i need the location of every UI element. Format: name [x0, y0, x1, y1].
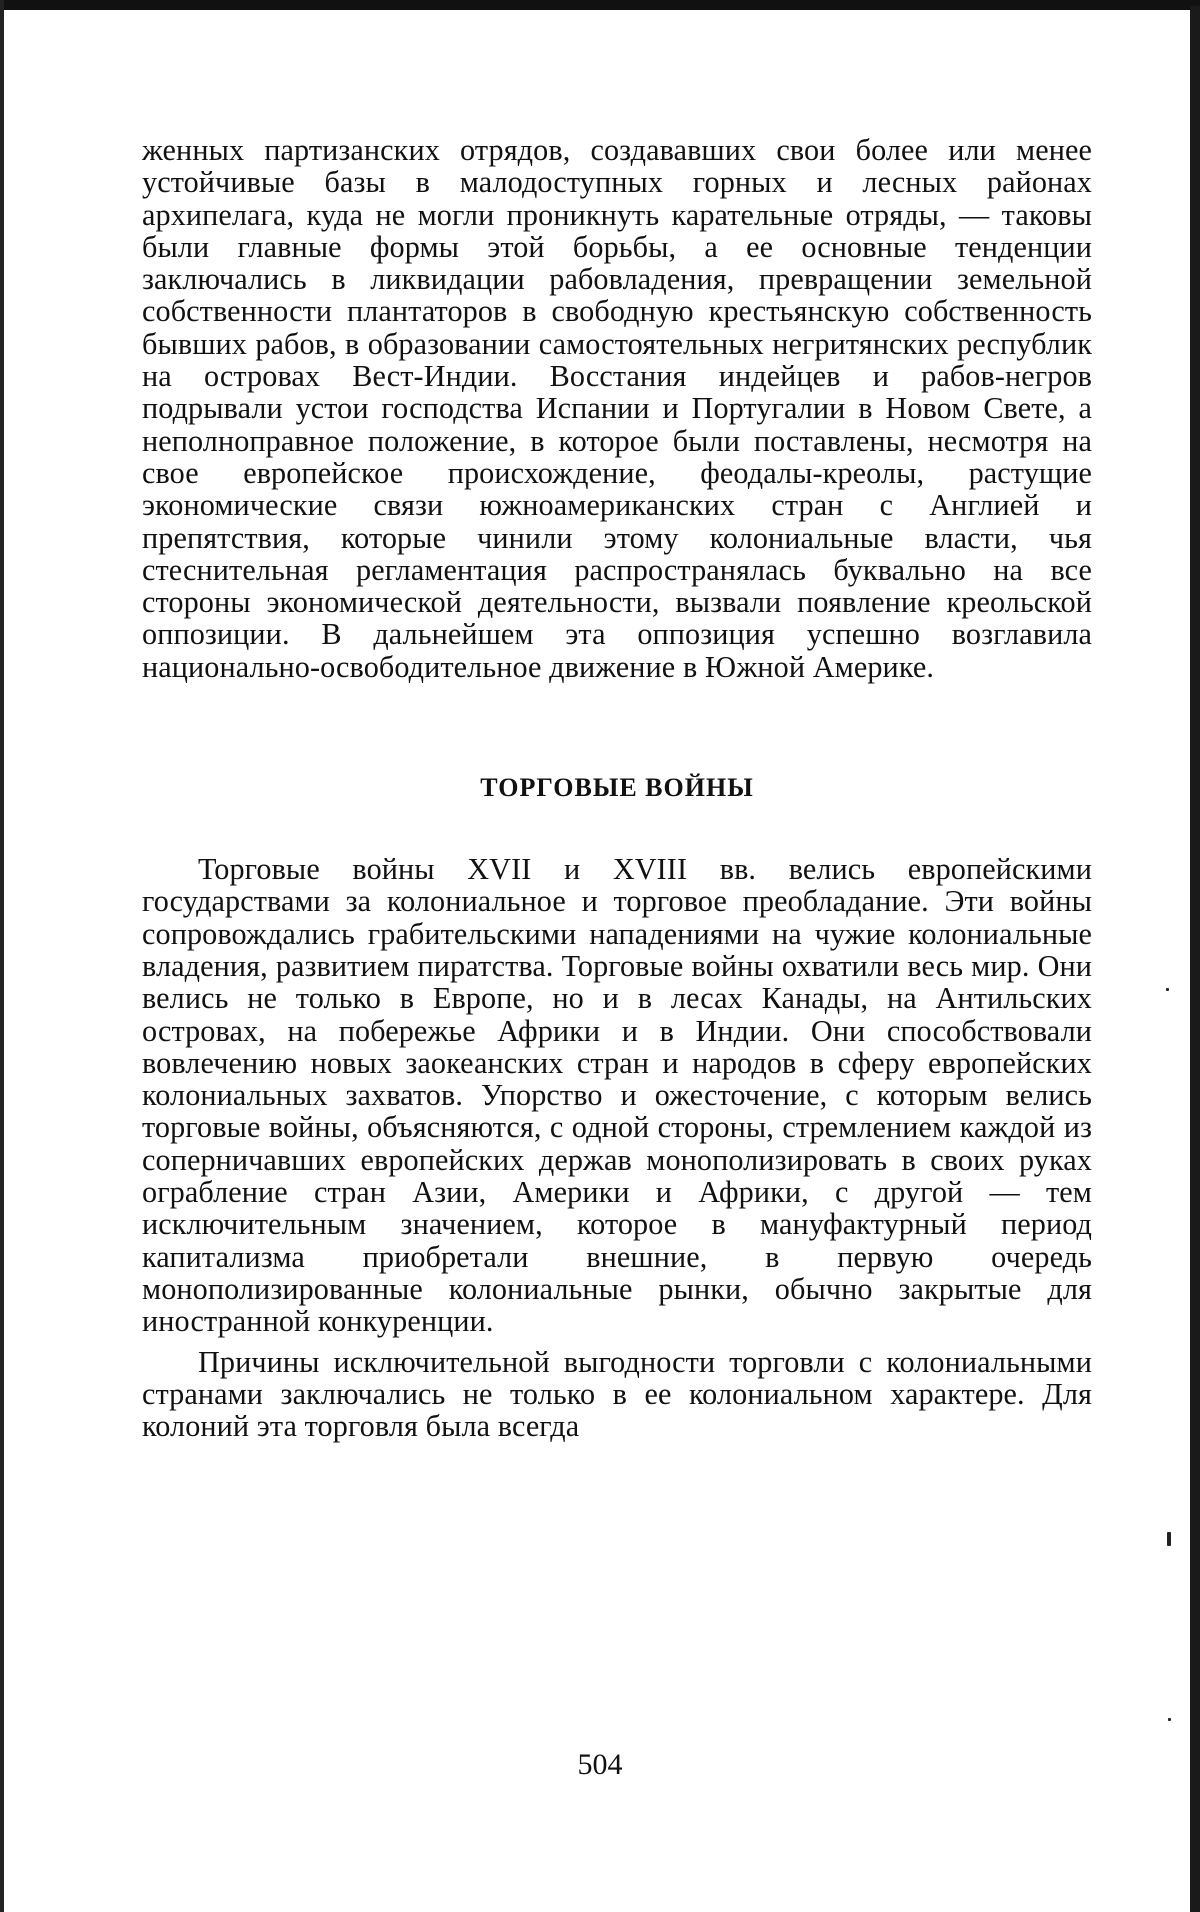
- section-paragraph-1: Торговые войны XVII и XVIII вв. велись европейскими государствами за колониальное и торговое преобладание. Эти войны сопровождались грабительскими нападениями на чужие колониальные владения, развитием пиратства. Торговые войны охватили весь мир. Они велись не только в Европе, но и в лесах Канады, на Антильских островах, на побережье Африки и в Индии. Они способствовали вовлечению новых заокеанских стран и народов в сферу европейских колониальных захватов. Упорство и ожесточение, с которым велись торговые войны, объясняются, с одной стороны, стремлением каждой из соперничавших европейских держав монополизировать в своих руках ограбление стран Азии, Америки и Африки, с другой — тем исключительным значением, которое в мануфактурный период капитализма приобретали внешние, в первую очередь монополизированные колониальные рынки, обычно закрытые для иностранной конкуренции.: [142, 853, 1092, 1337]
- scan-border-right: [1190, 6, 1200, 1912]
- top-paragraph: женных партизанских отрядов, создававших свои более или менее устойчивые базы в малодоступных горных и лесных районах архипелага, куда не могли проникнуть карательные отряды, — таковы были главные формы этой борьбы, а ее основные тенденции заключались в ликвидации рабовладения, превращении земельной собственности плантаторов в свободную крестьянскую собственность бывших рабов, в образовании самостоятельных негритянских республик на островах Вест-Индии. Восстания индейцев и рабов-негров подрывали устои господства Испании и Португалии в Новом Свете, а неполноправное положение, в которое были поставлены, несмотря на свое европейское происхождение, феодалы-креолы, растущие экономические связи южноамериканских стран с Англией и препятствия, которые чинили этому колониальные власти, чья стеснительная регламентация распространялась буквально на все стороны экономической деятельности, вызвали появление креольской оппозиции. В дальнейшем эта оппозиция успешно возглавила национально-освободительное движение в Южной Америке.: [142, 134, 1092, 683]
- section-paragraph-2: Причины исключительной выгодности торговли с колониальными странами заключались не только в ее колониальном характере. Для колоний эта торговля была всегда: [142, 1346, 1092, 1443]
- scan-border-top: [0, 0, 1200, 10]
- scan-speck: [1168, 1718, 1171, 1721]
- section-heading: ТОРГОВЫЕ ВОЙНЫ: [142, 773, 1092, 803]
- scan-speck: [1167, 1532, 1171, 1546]
- scan-speck: [1166, 988, 1169, 991]
- page-number: 504: [0, 1748, 1200, 1782]
- book-page: [142, 134, 1092, 1442]
- scan-border-left: [0, 0, 4, 1912]
